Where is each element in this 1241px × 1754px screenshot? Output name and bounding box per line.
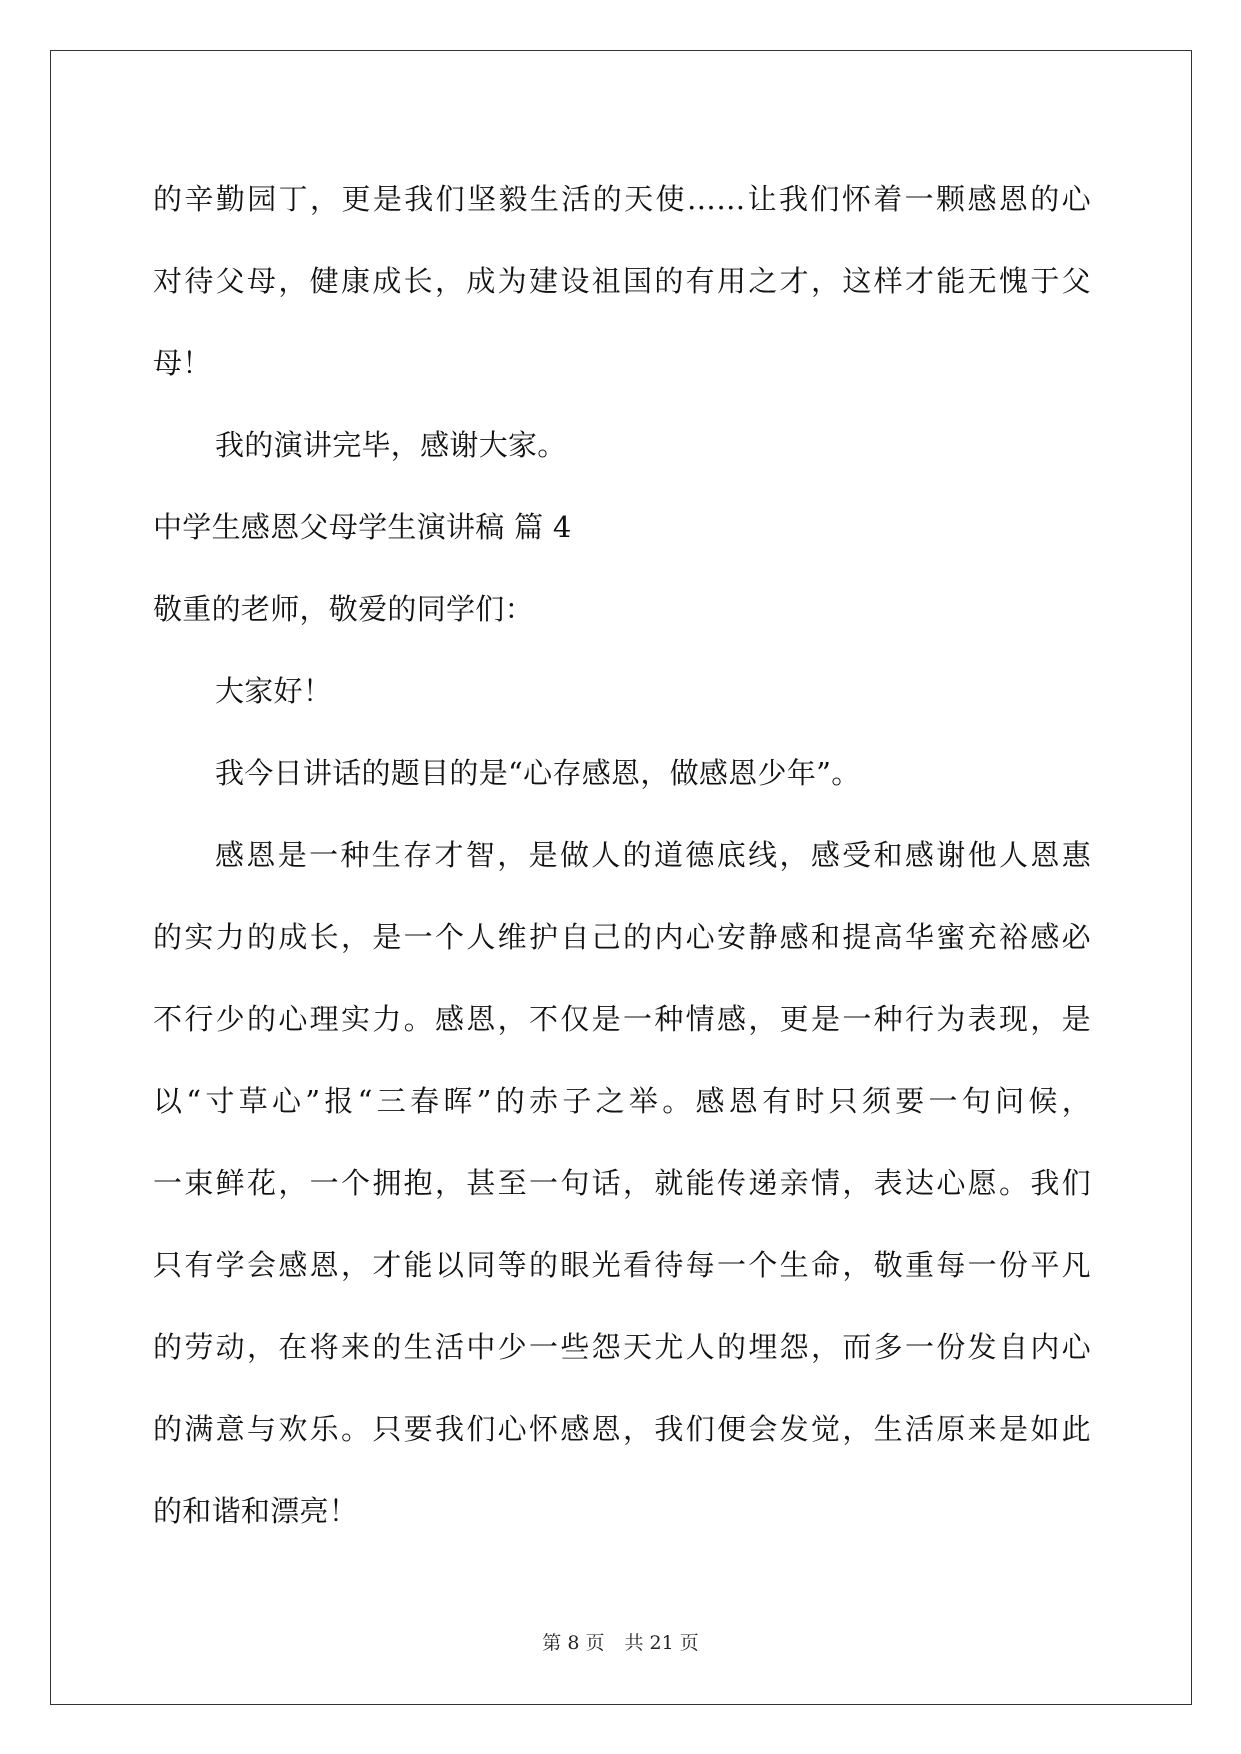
page-number-current: 第 8 页 [542, 1632, 605, 1654]
body-line: 的劳动，在将来的生活中少一些怨天尤人的埋怨，而多一份发自内心 [153, 1330, 1091, 1364]
body-line: 的辛勤园丁，更是我们坚毅生活的天使……让我们怀着一颗感恩的心 [153, 182, 1091, 216]
document-body [153, 158, 1091, 1552]
closing-line: 我的演讲完毕，感谢大家。 [215, 428, 567, 462]
body-line: 对待父母，健康成长，成为建设祖国的有用之才，这样才能无愧于父 [153, 264, 1091, 298]
salutation: 敬重的老师，敬爱的同学们： [153, 592, 534, 626]
greeting: 大家好！ [215, 674, 333, 708]
body-line: 不行少的心理实力。感恩，不仅是一种情感，更是一种行为表现，是 [153, 1002, 1091, 1036]
body-line: 感恩是一种生存才智，是做人的道德底线，感受和感谢他人恩惠 [215, 838, 1091, 872]
page-footer [0, 1628, 1241, 1655]
body-line: 只有学会感恩，才能以同等的眼光看待每一个生命，敬重每一份平凡 [153, 1248, 1091, 1282]
body-line: 以“寸草心”报“三春晖”的赤子之举。感恩有时只须要一句问候， [153, 1084, 1091, 1118]
page-number-total: 共 21 页 [624, 1632, 699, 1654]
body-line: 的实力的成长，是一个人维护自己的内心安静感和提高华蜜充裕感必 [153, 920, 1091, 954]
body-line: 的和谐和漂亮！ [153, 1494, 359, 1528]
body-line: 一束鲜花，一个拥抱，甚至一句话，就能传递亲情，表达心愿。我们 [153, 1166, 1091, 1200]
body-line: 母！ [153, 346, 212, 380]
topic-line: 我今日讲话的题目的是“心存感恩，做感恩少年”。 [215, 756, 861, 790]
section-heading: 中学生感恩父母学生演讲稿 篇 4 [153, 510, 572, 544]
body-line: 的满意与欢乐。只要我们心怀感恩，我们便会发觉，生活原来是如此 [153, 1412, 1091, 1446]
